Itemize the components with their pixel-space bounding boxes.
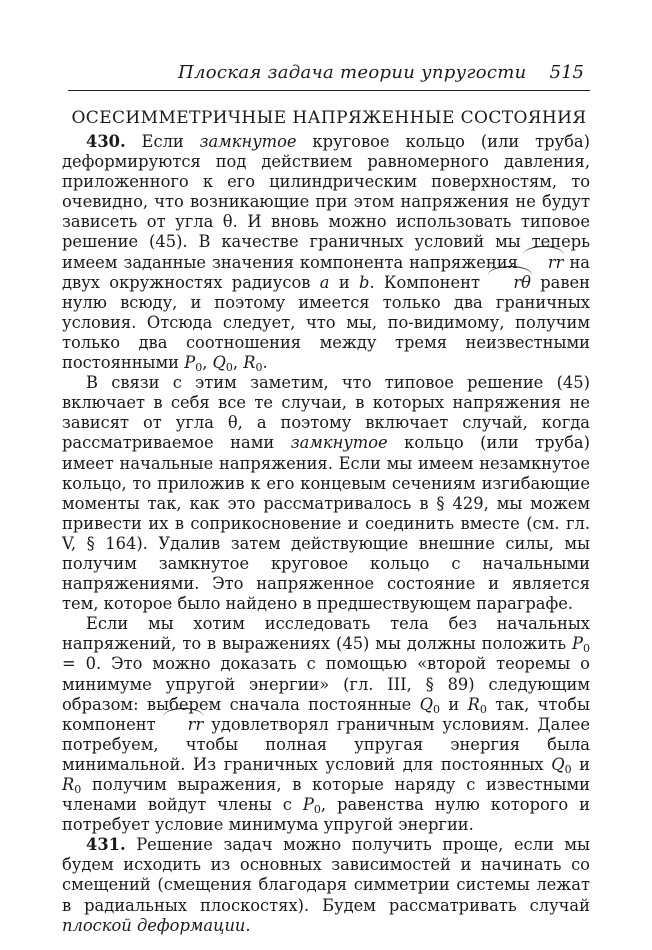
symbol-P: P	[184, 353, 196, 373]
symbol-rr: rr	[524, 253, 564, 273]
symbol-Q: Q	[212, 353, 226, 373]
page-header	[68, 60, 590, 91]
emphasis: замкнутое	[199, 132, 297, 151]
symbol-rtheta: rθ	[489, 273, 531, 293]
symbol-rr: rr	[164, 715, 204, 735]
body-text	[62, 132, 590, 936]
paragraph-number: 430.	[86, 132, 126, 151]
emphasis: замкнутое	[290, 433, 388, 453]
emphasis: плоской деформации	[62, 915, 246, 935]
symbol-R: R	[243, 353, 256, 373]
symbol-a: a	[319, 272, 330, 292]
paragraph-430: 430. Если замкнутое круговое кольцо (или труба) деформируются под действием равномерного давления, приложенного к его цилиндрическим поверхностям, то очевидно, что возникающие при этом напряжения не будут зависеть от угла θ. И вновь можно использовать типовое решение (45). В качестве граничных условий мы теперь имеем заданные значения компонента напряжения rr на двух окружностях радиусов a и b. Компонент rθ равен нулю всюду, и поэтому имеется только два граничных условия. Отсюда следует, что мы, по-видимому, получим только два соотношения между тремя неизвестными постоянными $P_0$, $Q_0$, $R_0$.	[62, 132, 591, 375]
running-title: Плоская задача теории упругости	[178, 62, 527, 83]
section-title: ОСЕСИММЕТРИЧНЫЕ НАПРЯЖЕННЫЕ СОСТОЯНИЯ	[71, 108, 587, 128]
paragraph-3: Если мы хотим исследовать тела без начальных напряжений, то в выражениях (45) мы должны положить $P_0 = 0$. Это можно доказать с помощью «второй теоремы о минимуме упругой энергии» (гл. III, § 89) следующим образом: выберем сначала постоянные $Q_0$ и $R_0$ так, чтобы компонент rr удовлетворял граничным условиям. Далее потребуем, чтобы полная упругая энергия была минимальной. Из граничных условий для постоянных $Q_0$ и $R_0$ получим выражения, в которые наряду с известными членами войдут члены с $P_0$, равенства нулю которого и потребует условие минимума упругой энергии.	[62, 614, 591, 835]
page-number: 515	[549, 62, 584, 83]
paragraph-number: 431.	[86, 835, 126, 855]
paragraph-431: 431. Решение задач можно получить проще, если мы будем исходить из основных зависимостей и начинать со смещений (смещения благодаря симметрии системы лежат в радиальных плоскостях). Будем рассматривать случай плоской деформации.	[62, 835, 590, 935]
symbol-b: b	[359, 272, 370, 292]
paragraph-2: В связи с этим заметим, что типовое решение (45) включает в себя все те случаи, в которых напряжения не зависят от угла θ, а поэтому включает случай, когда рассматриваемое нами замкнутое кольцо (или труба) имеет начальные напряжения. Если мы имеем незамкнутое кольцо, то приложив к его концевым сечениям изгибающие моменты так, как это рассматривалось в § 429, мы можем привести их в соприкосновение и соединить вместе (см. гл. V, § 164). Удалив затем действующие внешние силы, мы получим замкнутое круговое кольцо с начальными напряжениями. Это напряженное состояние и является тем, которое было найдено в предшествующем параграфе.	[62, 373, 590, 614]
